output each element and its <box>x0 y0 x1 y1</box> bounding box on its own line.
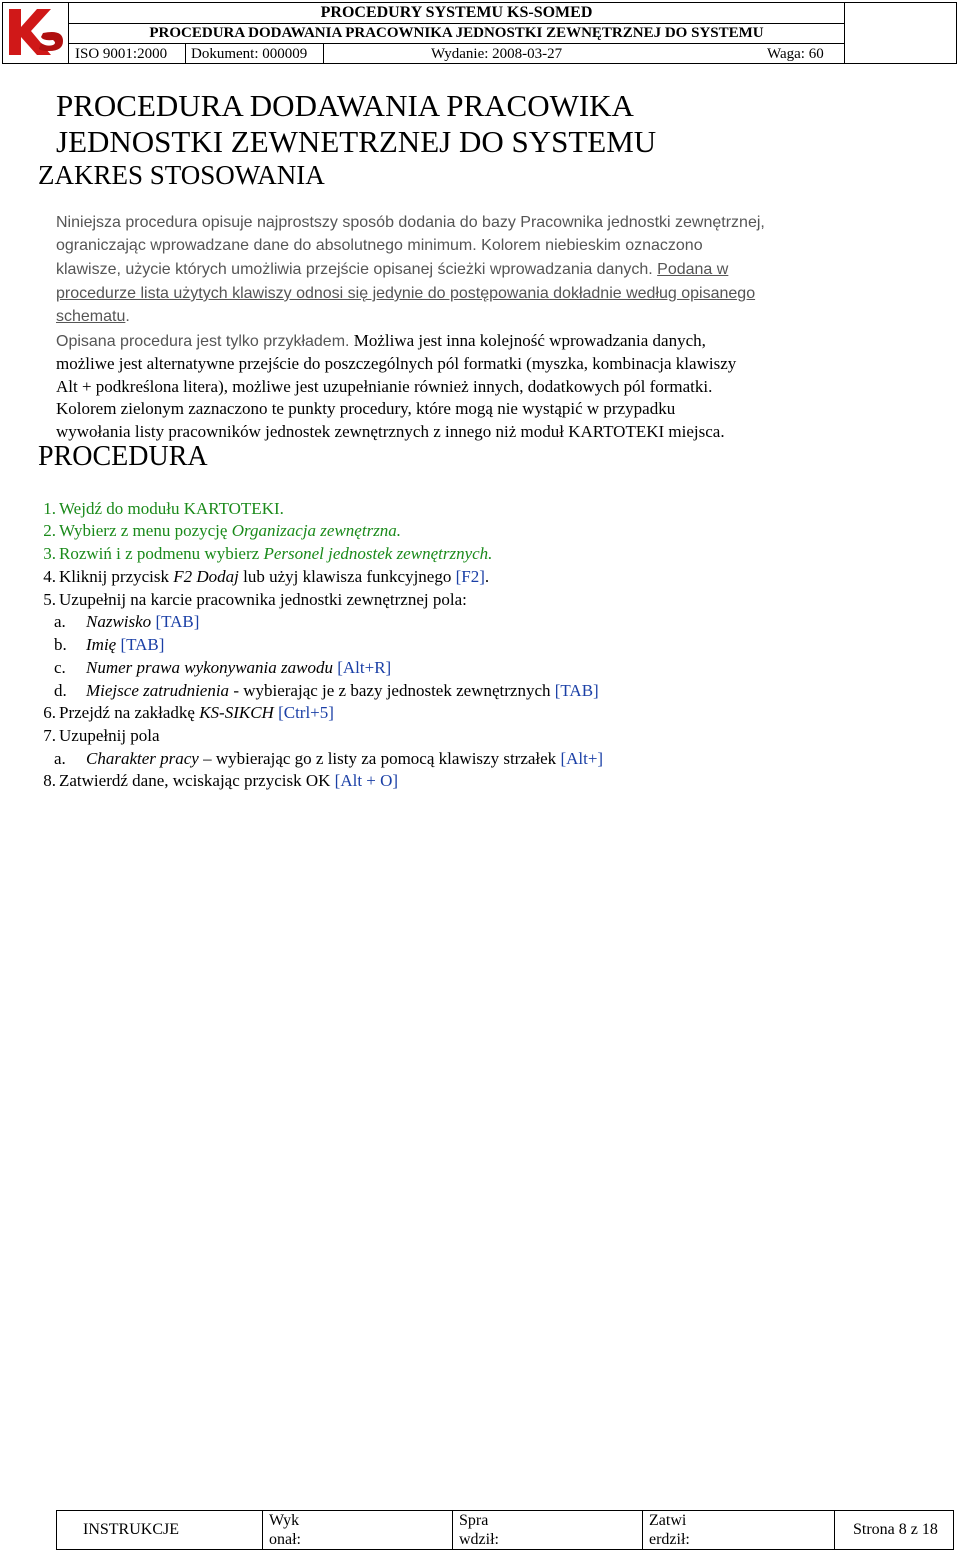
page-number: Strona 8 z 18 <box>853 1521 938 1538</box>
ks-logo-icon <box>3 3 67 61</box>
intro-line: wywołania listy pracowników jednostek zewnętrznych z innego niż moduł KARTOTEKI miejsca. <box>56 422 725 441</box>
footer-type-cell <box>57 1511 263 1549</box>
intro-line: Opisana procedura jest tylko przykładem. Możliwa jest inna kolejność wprowadzania danych, <box>56 331 706 350</box>
footer-checked-cell <box>453 1511 643 1549</box>
footer-prepared: Wyk onał: <box>269 1512 301 1548</box>
ks-logo <box>3 3 69 63</box>
footer-type: INSTRUKCJE <box>83 1521 180 1538</box>
edition-date: Wydanie: 2008-03-27 <box>431 46 563 62</box>
intro-line: możliwe jest alternatywne przejście do poszczególnych pól formatki (myszka, kombinacja klawiszy <box>56 354 737 373</box>
page-footer <box>56 1510 954 1550</box>
header-title: PROCEDURY SYSTEMU KS-SOMED <box>320 4 593 21</box>
header-meta-row <box>69 43 844 64</box>
header-subtitle: PROCEDURA DODAWANIA PRACOWNIKA JEDNOSTKI ZEWNĘTRZNEJ DO SYSTEMU <box>69 23 844 43</box>
iso-label: ISO 9001:2000 <box>75 46 168 62</box>
footer-prepared-cell <box>263 1511 453 1549</box>
footer-checked: Spra wdził: <box>459 1512 499 1548</box>
intro-line: klawisze, użycie których umożliwia przejście opisanej ścieżki wprowadzania danych. Podana w <box>56 261 729 278</box>
doc-title-line2: JEDNOSTKI ZEWNETRZNEJ DO SYSTEMU <box>56 124 657 159</box>
intro-line: ograniczając wprowadzane dane do absolutnego minimum. Kolorem niebieskim oznaczono <box>56 237 703 254</box>
doc-title-line1: PROCEDURA DODAWANIA PRACOWIKA <box>56 88 634 123</box>
intro-line: schematu. <box>56 308 130 325</box>
header-right-cell <box>844 3 956 63</box>
page-header <box>2 2 957 64</box>
intro-line: Kolorem zielonym zaznaczono te punkty procedury, które mogą nie wystąpić w przypadku <box>56 399 676 418</box>
document-number: Dokument: 000009 <box>191 46 308 62</box>
intro-line: procedurze lista użytych klawiszy odnosi się jedynie do postępowania dokładnie według opisanego <box>56 285 756 302</box>
intro-line: Alt + podkreślona litera), możliwe jest uzupełnianie również innych, dodatkowych pól formatki. <box>56 377 713 396</box>
footer-approved: Zatwi erdził: <box>649 1512 690 1548</box>
intro-line: Niniejsza procedura opisuje najprostszy sposób dodania do bazy Pracownika jednostki zewnętrznej, <box>56 214 765 231</box>
weight-value: Waga: 60 <box>767 46 824 62</box>
procedure-heading: PROCEDURA <box>38 441 208 472</box>
footer-approved-cell <box>643 1511 835 1549</box>
scope-heading: ZAKRES STOSOWANIA <box>38 160 325 190</box>
